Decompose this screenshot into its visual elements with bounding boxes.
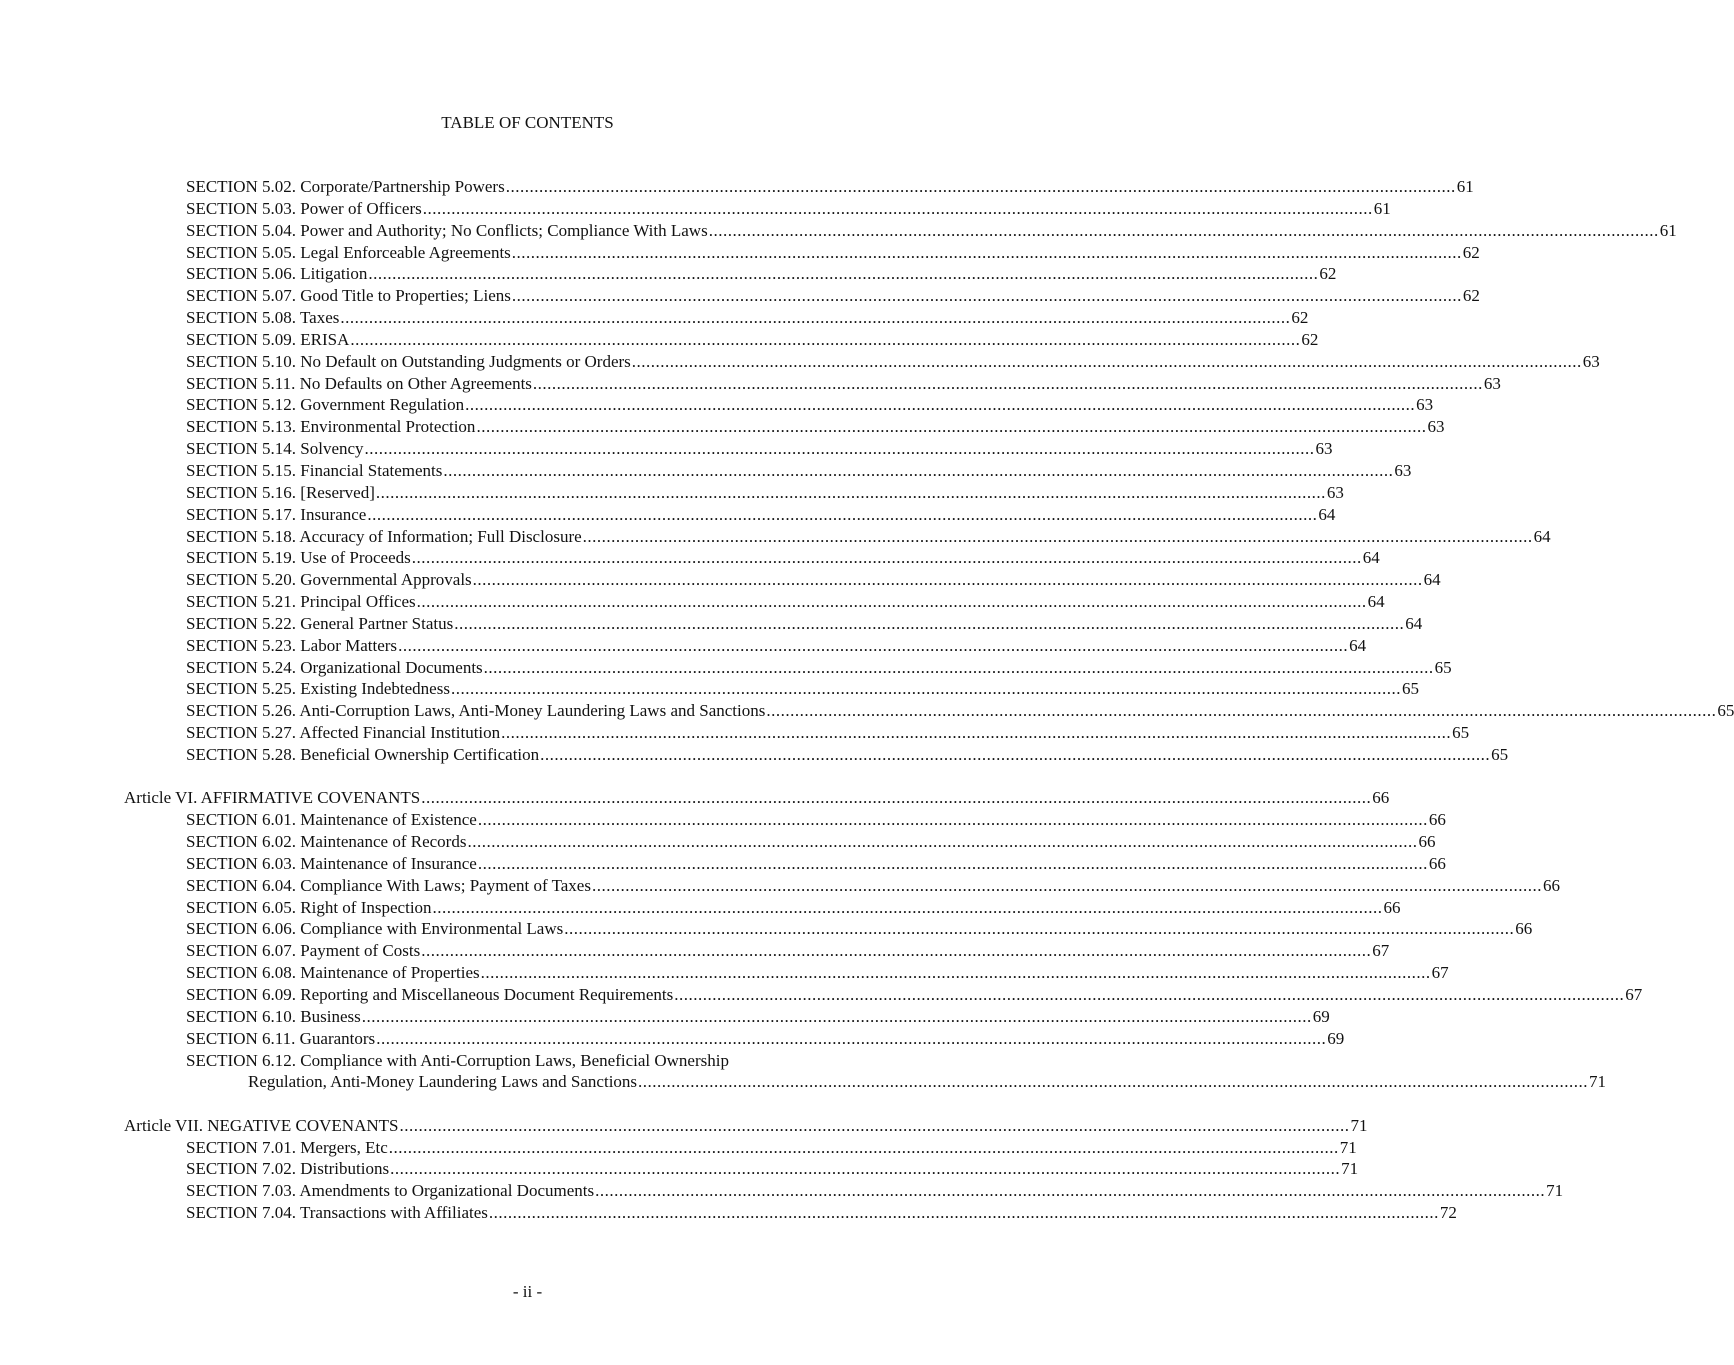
dot-leader: ........................................................................................................................................................................................................ (376, 1028, 1327, 1048)
dot-leader: ........................................................................................................................................................................................................ (674, 984, 1625, 1004)
toc-entry-page: 65 (1717, 701, 1734, 721)
toc-entry-page: 64 (1423, 570, 1441, 590)
toc-entry-label: SECTION 5.25. Existing Indebtedness (186, 679, 450, 699)
toc-entry (0, 853, 1446, 875)
dot-leader: ........................................................................................................................................................................................................ (390, 1159, 1341, 1179)
toc-entry-page: 71 (1546, 1181, 1564, 1201)
toc-entry (0, 285, 1480, 307)
dot-leader: ........................................................................................................................................................................................................ (368, 264, 1319, 284)
toc-entry-label: SECTION 5.03. Power of Officers (186, 198, 422, 218)
dot-leader: ........................................................................................................................................................................................................ (375, 482, 1326, 502)
dot-leader: ........................................................................................................................................................................................................ (411, 548, 1362, 568)
toc-entry-page: 71 (1350, 1115, 1368, 1135)
toc-entry (0, 1180, 1564, 1202)
dot-leader: ........................................................................................................................................................................................................ (477, 853, 1428, 873)
toc-entry (0, 984, 1643, 1006)
toc-entry-label: SECTION 6.12. Compliance with Anti-Corruption Laws, Beneficial Ownership (186, 1050, 729, 1070)
toc-entry-page: 64 (1405, 613, 1423, 633)
dot-leader: ........................................................................................................................................................................................................ (399, 1115, 1350, 1135)
toc-entry-page: 63 (1427, 417, 1445, 437)
spacer (0, 1093, 1055, 1115)
toc-entry-label: SECTION 5.10. No Default on Outstanding Judgments or Orders (186, 351, 631, 371)
toc-entry (0, 307, 1309, 329)
toc-entry-page: 64 (1318, 504, 1336, 524)
toc-entry-page: 65 (1491, 744, 1509, 764)
toc-entry-label: SECTION 5.28. Beneficial Ownership Certification (186, 744, 540, 764)
toc-entry-label: Article VII. NEGATIVE COVENANTS (124, 1115, 399, 1135)
toc-entry-page: 63 (1315, 439, 1333, 459)
toc-entry (0, 1137, 1357, 1159)
dot-leader: ........................................................................................................................................................................................................ (638, 1072, 1589, 1092)
toc-entry-label: SECTION 6.10. Business (186, 1006, 361, 1026)
page-title: TABLE OF CONTENTS (441, 113, 614, 132)
toc-entry-page: 66 (1515, 919, 1533, 939)
toc-entry-label: SECTION 5.20. Governmental Approvals (186, 570, 472, 590)
toc-entry-page: 71 (1339, 1137, 1357, 1157)
toc-entry-page: 67 (1372, 941, 1390, 961)
toc-entry (0, 416, 1445, 438)
toc-entry-page: 62 (1301, 329, 1319, 349)
dot-leader: ........................................................................................................................................................................................................ (511, 242, 1462, 262)
toc-entry-label: SECTION 6.04. Compliance With Laws; Payment of Taxes (186, 875, 591, 895)
toc-entry-page: 66 (1428, 853, 1446, 873)
toc-entry-label: SECTION 5.24. Organizational Documents (186, 657, 483, 677)
toc-entry-page: 66 (1418, 832, 1436, 852)
toc-entry-label: SECTION 6.08. Maintenance of Properties (186, 963, 480, 983)
toc-entry-label: SECTION 6.03. Maintenance of Insurance (186, 853, 477, 873)
table-of-contents (0, 176, 1734, 1224)
toc-entry (0, 1028, 1345, 1050)
toc-entry-page: 69 (1327, 1028, 1345, 1048)
dot-leader: ........................................................................................................................................................................................................ (564, 919, 1515, 939)
dot-leader: ........................................................................................................................................................................................................ (421, 788, 1372, 808)
dot-leader: ........................................................................................................................................................................................................ (465, 395, 1416, 415)
toc-entry-page: 69 (1312, 1006, 1330, 1026)
toc-entry (0, 1158, 1359, 1180)
toc-entry-page: 64 (1362, 548, 1380, 568)
dot-leader: ........................................................................................................................................................................................................ (350, 329, 1301, 349)
dot-leader: ........................................................................................................................................................................................................ (443, 460, 1394, 480)
toc-entry (0, 591, 1385, 613)
toc-entry-label: SECTION 5.06. Litigation (186, 264, 368, 284)
toc-entry-page: 71 (1341, 1159, 1359, 1179)
toc-entry (0, 635, 1367, 657)
toc-entry-page: 72 (1439, 1203, 1457, 1223)
dot-leader: ........................................................................................................................................................................................................ (422, 198, 1373, 218)
spacer (0, 766, 1055, 788)
dot-leader: ........................................................................................................................................................................................................ (631, 351, 1582, 371)
toc-entry-label: SECTION 6.11. Guarantors (186, 1028, 376, 1048)
toc-entry (0, 1006, 1330, 1028)
toc-entry-page: 62 (1291, 308, 1309, 328)
dot-leader: ........................................................................................................................................................................................................ (708, 220, 1659, 240)
toc-entry (0, 176, 1474, 198)
toc-entry-label: SECTION 7.03. Amendments to Organizational Documents (186, 1181, 595, 1201)
toc-entry (0, 547, 1380, 569)
toc-entry-page: 61 (1659, 220, 1677, 240)
toc-entry-page: 64 (1533, 526, 1551, 546)
toc-entry-page: 61 (1456, 177, 1474, 196)
toc-entry-page: 61 (1373, 198, 1391, 218)
toc-entry-label: SECTION 5.09. ERISA (186, 329, 350, 349)
toc-entry-label: SECTION 6.02. Maintenance of Records (186, 832, 467, 852)
toc-entry-page: 63 (1394, 460, 1412, 480)
toc-entry (0, 940, 1390, 962)
toc-entry (0, 962, 1449, 984)
toc-entry-page: 63 (1483, 373, 1501, 393)
toc-entry-page: 62 (1319, 264, 1337, 284)
toc-entry (0, 263, 1337, 285)
toc-entry (0, 613, 1423, 635)
toc-entry-label: SECTION 7.04. Transactions with Affiliates (186, 1203, 488, 1223)
page-number-footer: - ii - (512, 1282, 543, 1301)
dot-leader: ........................................................................................................................................................................................................ (421, 941, 1372, 961)
dot-leader: ........................................................................................................................................................................................................ (472, 570, 1423, 590)
toc-entry-label: SECTION 5.02. Corporate/Partnership Powers (186, 177, 505, 196)
toc-article (0, 1115, 1368, 1137)
dot-leader: ........................................................................................................................................................................................................ (398, 635, 1349, 655)
toc-entry (0, 1202, 1457, 1224)
dot-leader: ........................................................................................................................................................................................................ (532, 373, 1483, 393)
toc-entry (0, 744, 1509, 766)
toc-entry-page: 64 (1349, 635, 1367, 655)
dot-leader: ........................................................................................................................................................................................................ (505, 177, 1456, 196)
toc-entry-page: 66 (1372, 788, 1390, 808)
toc-entry (0, 438, 1333, 460)
toc-article (0, 787, 1390, 809)
toc-entry-label: SECTION 5.27. Affected Financial Institution (186, 723, 501, 743)
dot-leader: ........................................................................................................................................................................................................ (766, 701, 1717, 721)
dot-leader: ........................................................................................................................................................................................................ (432, 897, 1383, 917)
toc-entry-page: 63 (1416, 395, 1434, 415)
toc-entry (0, 875, 1560, 897)
toc-entry-label: SECTION 5.17. Insurance (186, 504, 367, 524)
toc-entry-label: SECTION 6.09. Reporting and Miscellaneous Document Requirements (186, 984, 674, 1004)
toc-entry (0, 831, 1436, 853)
toc-entry-label: SECTION 5.16. [Reserved] (186, 482, 375, 502)
toc-entry-label: SECTION 5.23. Labor Matters (186, 635, 398, 655)
toc-entry (0, 394, 1434, 416)
toc-entry-label: SECTION 7.01. Mergers, Etc (186, 1137, 388, 1157)
toc-entry-label: SECTION 5.26. Anti-Corruption Laws, Anti-Money Laundering Laws and Sanctions (186, 701, 766, 721)
dot-leader: ........................................................................................................................................................................................................ (340, 308, 1291, 328)
toc-entry-page: 63 (1582, 351, 1600, 371)
toc-entry-page: 66 (1542, 875, 1560, 895)
toc-entry (0, 329, 1319, 351)
toc-entry (0, 460, 1412, 482)
toc-entry-page: 66 (1383, 897, 1401, 917)
toc-entry-label: SECTION 5.08. Taxes (186, 308, 340, 328)
toc-entry-label: Article VI. AFFIRMATIVE COVENANTS (124, 788, 421, 808)
toc-entry (0, 373, 1501, 395)
toc-entry-label: SECTION 5.14. Solvency (186, 439, 364, 459)
dot-leader: ........................................................................................................................................................................................................ (488, 1203, 1439, 1223)
dot-leader: ........................................................................................................................................................................................................ (388, 1137, 1339, 1157)
toc-entry-label: SECTION 5.07. Good Title to Properties; Liens (186, 286, 511, 306)
toc-entry-label: SECTION 5.21. Principal Offices (186, 592, 416, 612)
toc-entry-label: SECTION 5.19. Use of Proceeds (186, 548, 411, 568)
toc-entry (0, 678, 1419, 700)
dot-leader: ........................................................................................................................................................................................................ (364, 439, 1315, 459)
toc-entry-page: 65 (1452, 723, 1470, 743)
dot-leader: ........................................................................................................................................................................................................ (476, 417, 1427, 437)
dot-leader: ........................................................................................................................................................................................................ (582, 526, 1533, 546)
toc-entry (0, 897, 1401, 919)
toc-entry (0, 220, 1677, 242)
toc-entry (0, 482, 1344, 504)
toc-entry (0, 700, 1734, 722)
dot-leader: ........................................................................................................................................................................................................ (450, 679, 1401, 699)
toc-entry-label: SECTION 6.01. Maintenance of Existence (186, 810, 477, 830)
toc-entry-page: 62 (1462, 242, 1480, 262)
toc-entry (0, 526, 1551, 548)
dot-leader: ........................................................................................................................................................................................................ (367, 504, 1318, 524)
toc-entry (0, 918, 1533, 940)
toc-entry (0, 198, 1391, 220)
dot-leader: ........................................................................................................................................................................................................ (511, 286, 1462, 306)
toc-entry-continuation (0, 1071, 1607, 1093)
toc-entry-label: SECTION 7.02. Distributions (186, 1159, 390, 1179)
dot-leader: ........................................................................................................................................................................................................ (416, 592, 1367, 612)
toc-entry-label: SECTION 6.07. Payment of Costs (186, 941, 421, 961)
dot-leader: ........................................................................................................................................................................................................ (454, 613, 1405, 633)
toc-entry-label: SECTION 5.22. General Partner Status (186, 613, 454, 633)
toc-entry-page: 66 (1428, 810, 1446, 830)
toc-entry (0, 504, 1336, 526)
toc-entry-page: 63 (1326, 482, 1344, 502)
toc-entry-page: 67 (1625, 984, 1643, 1004)
toc-entry-label: SECTION 6.06. Compliance with Environmental Laws (186, 919, 564, 939)
toc-entry (0, 242, 1480, 264)
toc-entry (0, 351, 1600, 373)
toc-entry-page: 65 (1401, 679, 1419, 699)
toc-entry (0, 722, 1470, 744)
dot-leader: ........................................................................................................................................................................................................ (480, 963, 1431, 983)
toc-entry-label: Regulation, Anti-Money Laundering Laws and Sanctions (248, 1072, 638, 1092)
toc-entry (0, 569, 1441, 591)
toc-entry-page: 71 (1589, 1072, 1607, 1092)
toc-entry-label: SECTION 5.05. Legal Enforceable Agreements (186, 242, 511, 262)
dot-leader: ........................................................................................................................................................................................................ (595, 1181, 1546, 1201)
toc-entry-page: 65 (1434, 657, 1452, 677)
dot-leader: ........................................................................................................................................................................................................ (591, 875, 1542, 895)
dot-leader: ........................................................................................................................................................................................................ (361, 1006, 1312, 1026)
dot-leader: ........................................................................................................................................................................................................ (483, 657, 1434, 677)
toc-entry-label: SECTION 5.12. Government Regulation (186, 395, 465, 415)
toc-entry-page: 67 (1431, 963, 1449, 983)
toc-entry-label: SECTION 5.04. Power and Authority; No Conflicts; Compliance With Laws (186, 220, 708, 240)
toc-entry-label: SECTION 5.13. Environmental Protection (186, 417, 476, 437)
dot-leader: ........................................................................................................................................................................................................ (501, 723, 1452, 743)
toc-entry-label: SECTION 5.11. No Defaults on Other Agreements (186, 373, 532, 393)
toc-entry-label: SECTION 6.05. Right of Inspection (186, 897, 432, 917)
dot-leader: ........................................................................................................................................................................................................ (540, 744, 1491, 764)
toc-entry (0, 657, 1452, 679)
toc-entry-label: SECTION 5.15. Financial Statements (186, 460, 443, 480)
dot-leader: ........................................................................................................................................................................................................ (467, 832, 1418, 852)
toc-entry-label: SECTION 5.18. Accuracy of Information; Full Disclosure (186, 526, 582, 546)
toc-entry-page: 64 (1367, 592, 1385, 612)
toc-entry-page: 62 (1462, 286, 1480, 306)
dot-leader: ........................................................................................................................................................................................................ (477, 810, 1428, 830)
toc-entry (0, 1050, 1055, 1072)
toc-entry (0, 809, 1446, 831)
